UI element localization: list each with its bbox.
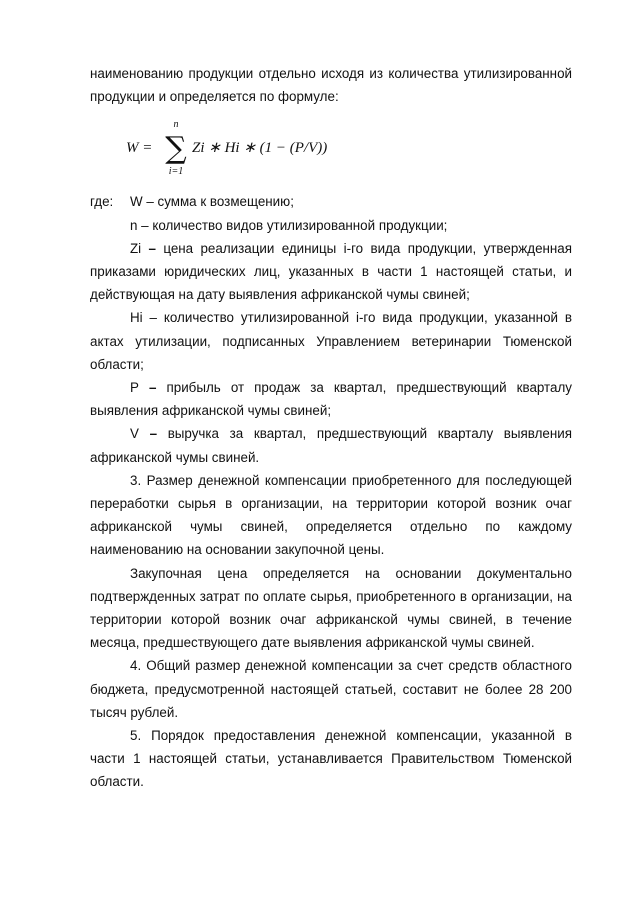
definition-Zi-dash: – (141, 240, 156, 256)
definition-Zi-text: цена реализации единицы i-го вида продукции, утвержденная приказами юридических лиц, указанных в части 1 настоящей статьи, и действующая на дату выявления африканской чумы свиней; (90, 240, 573, 303)
paragraph-4: 4. Общий размер денежной компенсации за счет средств областного бюджета, предусмотренной настоящей статьей, составит не более 28 200 тысяч рублей. (90, 658, 572, 720)
definition-Zi-symbol: Zi (130, 240, 142, 256)
formula-lhs: W = (126, 140, 153, 157)
formula-svg (120, 112, 380, 182)
definition-V-dash: – (138, 426, 158, 442)
definition-Zi (90, 237, 572, 307)
definition-Hi: Hi – количество утилизированной i-го вида продукции, указанной в актах утилизации, подписанных Управлением ветеринарии Тюменской области; (90, 310, 572, 372)
definition-W (90, 190, 572, 213)
paragraph-5: 5. Порядок предоставления денежной компенсации, указанной в части 1 настоящей статьи, устанавливается Правительством Тюменской области. (90, 728, 572, 790)
formula-sum-bottom: i=1 (168, 166, 184, 178)
intro-paragraph: наименованию продукции отдельно исходя из количества утилизированной продукции и определяется по формуле: (90, 66, 572, 105)
formula-sigma: ∑ (165, 131, 187, 167)
compensation-formula (90, 112, 572, 182)
definition-P-dash: – (138, 380, 157, 396)
formula-sum-top: n (173, 119, 179, 131)
definition-W-text: W – сумма к возмещению; (130, 194, 294, 210)
definition-P (90, 376, 572, 422)
definition-V-symbol: V (130, 426, 139, 442)
definition-P-text: прибыль от продаж за квартал, предшествующий кварталу выявления африканской чумы свиней; (90, 380, 573, 419)
paragraph-3-purchase-price: Закупочная цена определяется на основании документально подтвержденных затрат по оплате сырья, приобретенного в организации, на территории которой возник очаг африканской чумы свиней, в течение месяца, предшествующего дате выявления африканской чумы свиней. (90, 565, 572, 651)
definition-n: n – количество видов утилизированной продукции; (130, 217, 448, 233)
formula-rhs: Zi ∗ Hi ∗ (1 − (P/V)) (192, 140, 328, 157)
paragraph-3: 3. Размер денежной компенсации приобретенного для последующей переработки сырья в организации, на территории которой возник очаг африканской чумы свиней, определяется отдельно по каждому наименованию на основании закупочной цены. (90, 472, 572, 558)
definition-V (90, 422, 572, 468)
definition-P-symbol: P (130, 380, 139, 396)
where-label: где: (90, 194, 114, 210)
definition-V-text: выручка за квартал, предшествующий кварталу выявления африканской чумы свиней. (90, 426, 572, 465)
